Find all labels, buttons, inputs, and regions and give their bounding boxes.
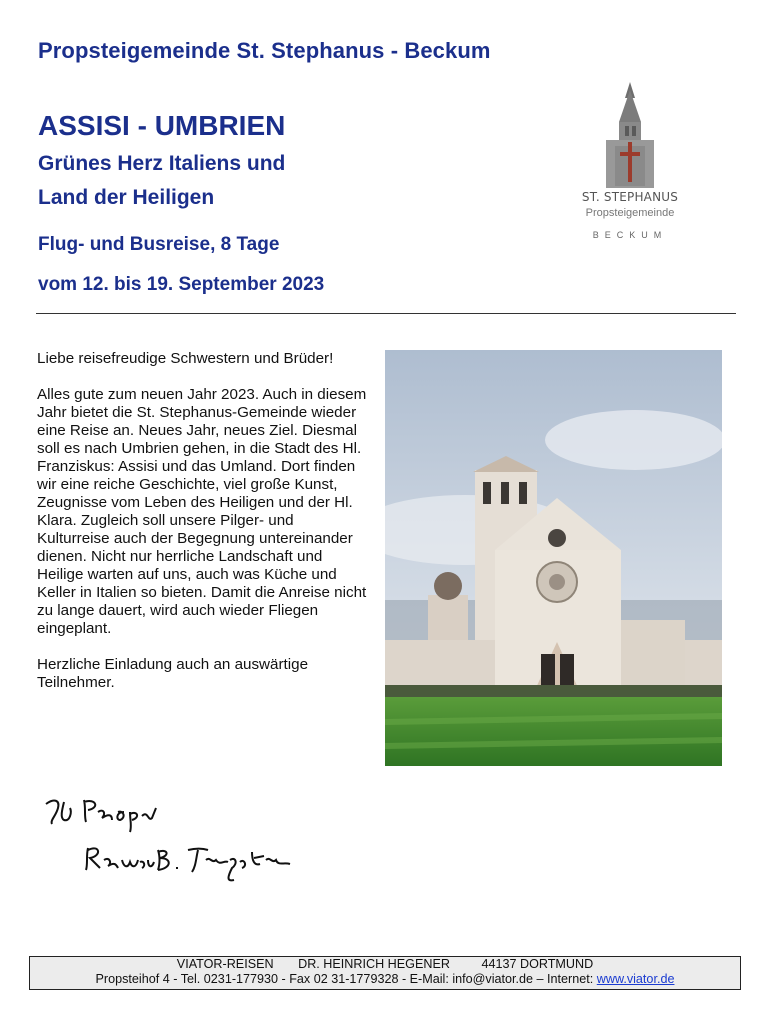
logo-city: BECKUM [592,230,668,240]
logo-subtitle: Propsteigemeinde [585,207,675,219]
subtitle-line-1: Grünes Herz Italiens und [38,152,286,175]
logo-name: ST. STEPHANUS [581,190,679,204]
header-divider [36,313,736,314]
subtitle-line-2: Land der Heiligen [38,186,215,209]
footer-company: VIATOR-REISEN [176,957,274,971]
parish-heading: Propsteigemeinde St. Stephanus - Beckum [38,38,491,63]
travel-type: Flug- und Busreise, 8 Tage [38,234,280,255]
travel-dates: vom 12. bis 19. September 2023 [38,274,325,295]
footer-box [29,956,741,990]
footer-contact: Propsteihof 4 - Tel. 0231-177930 - Fax 02 31-1779328 - E-Mail: info@viator.de – Internet: [95,972,594,986]
letter-closing: Herzliche Einladung auch an auswärtige Teilnehmer. [37,656,309,691]
letter-body: Alles gute zum neuen Jahr 2023. Auch in diesem Jahr bietet die St. Stephanus-Gemeinde wieder eine Reise an. Neues Jahr, neues Ziel. Diesmal soll es nach Umbrien gehen, in die Stadt des Hl. Franziskus: Assisi und das Umland. Dort finden wir eine reiche Geschichte, viel große Kunst, Zeugnisse vom Leben des Heiligen und der Hl. Klara. Zugleich soll unsere Pilger- und Kulturreise auch der Begegnung untereinander dienen. Nicht nur herrliche Landschaft und Heilige warten auf uns, auch was Küche und Keller in Italien so bieten. Damit die Anreise nicht zu lange dauert, wird auch wieder Fliegen eingeplant. [37,386,367,637]
basilica-photo [385,350,722,766]
letter-greeting: Liebe reisefreudige Schwestern und Brüder! [37,350,334,367]
church-tower-icon [575,80,685,190]
letter-text [37,350,367,710]
website-link[interactable]: www.viator.de [596,972,675,986]
page-title: ASSISI - UMBRIEN [38,110,286,141]
parish-logo [575,80,685,250]
footer-city: 44137 DORTMUND [481,957,594,971]
footer-owner: DR. HEINRICH HEGENER [298,957,450,971]
handwritten-signature [40,790,320,890]
